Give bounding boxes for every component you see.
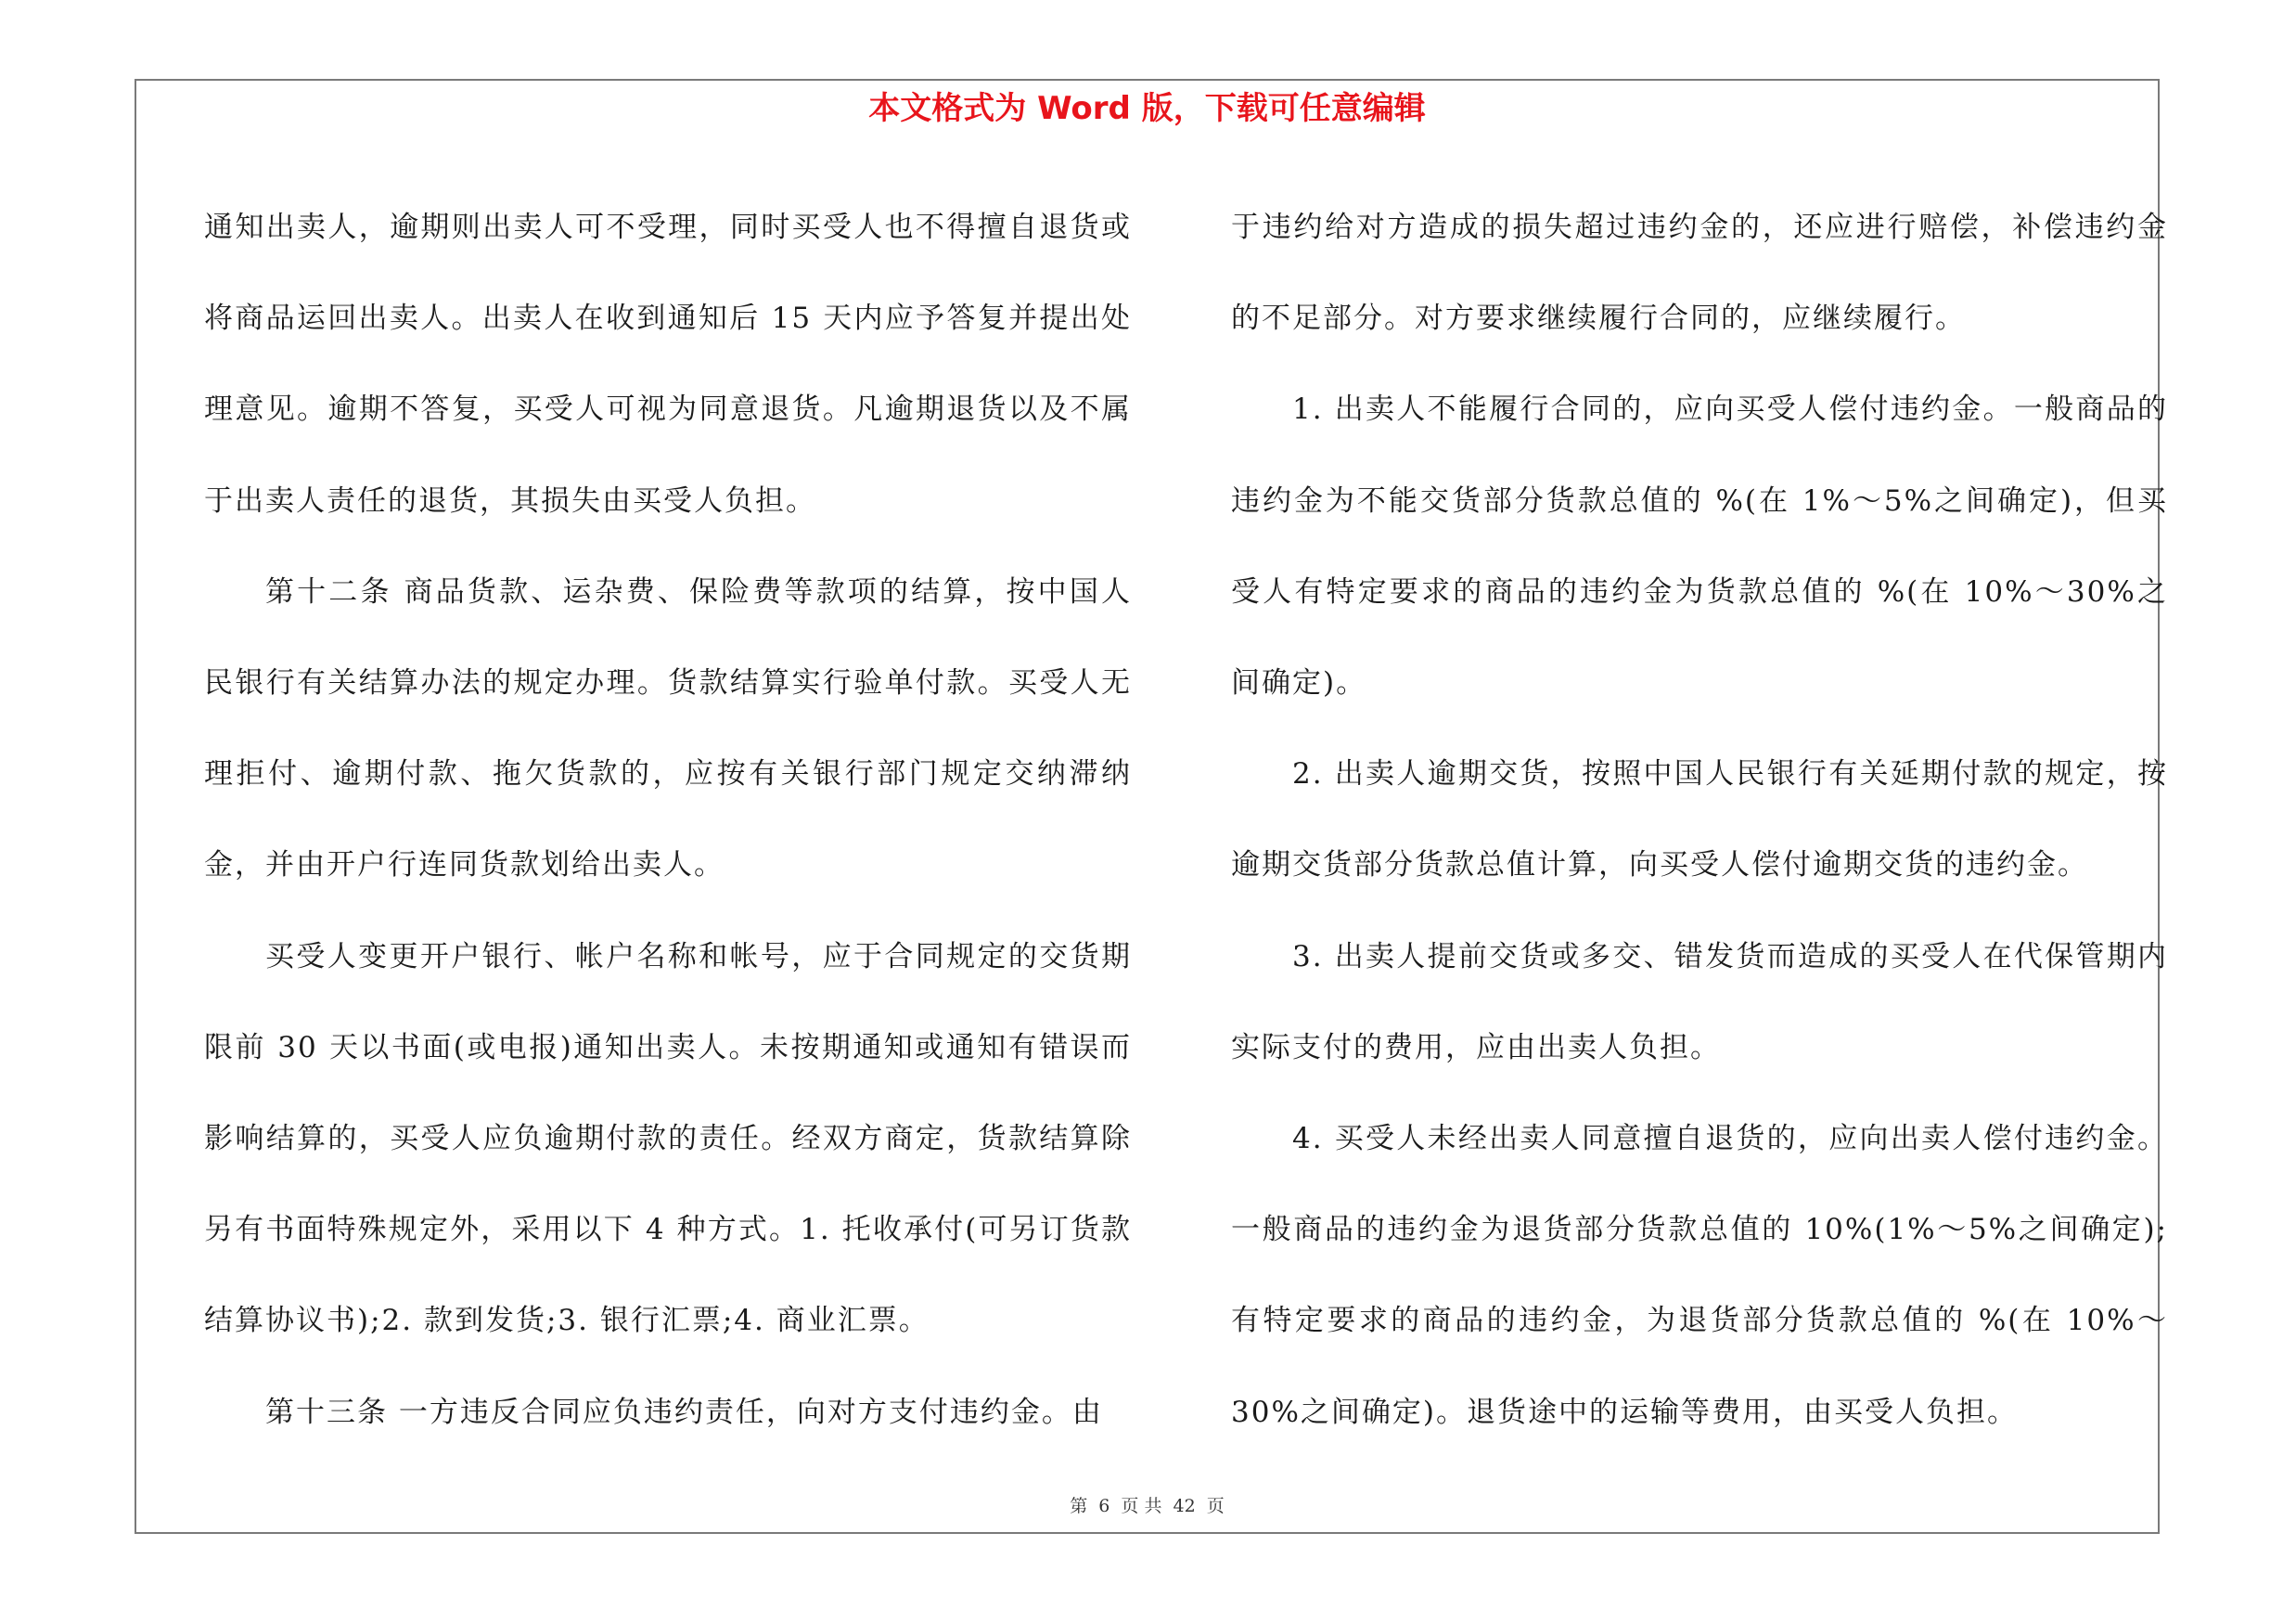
paragraph: 于违约给对方造成的损失超过违约金的，还应进行赔偿，补偿违约金的不足部分。对方要求继续履行合同的，应继续履行。	[1231, 211, 2168, 336]
paragraph: 通知出卖人，逾期则出卖人可不受理，同时买受人也不得擅自退货或将商品运回出卖人。出卖人在收到通知后 15 天内应予答复并提出处理意见。逾期不答复，买受人可视为同意退货。凡逾期退货以及不属于出卖人责任的退货，其损失由买受人负担。	[204, 211, 1132, 518]
paragraph: 2. 出卖人逾期交货，按照中国人民银行有关延期付款的规定，按逾期交货部分货款总值计算，向买受人偿付逾期交货的违约金。	[1231, 757, 2168, 882]
page-footer	[135, 1492, 2160, 1517]
paragraph: 1. 出卖人不能履行合同的，应向买受人偿付违约金。一般商品的违约金为不能交货部分货款总值的 %(在 1%～5%之间确定)，但买受人有特定要求的商品的违约金为货款总值的 %(在 10%～30%之间确定)。	[1231, 393, 2168, 701]
footer-prefix: 第	[1070, 1496, 1088, 1516]
footer-middle: 页 共	[1121, 1496, 1162, 1516]
paragraph: 第十二条 商品货款、运杂费、保险费等款项的结算，按中国人民银行有关结算办法的规定办理。货款结算实行验单付款。买受人无理拒付、逾期付款、拖欠货款的，应按有关银行部门规定交纳滞纳金，并由开户行连同货款划给出卖人。	[204, 574, 1132, 882]
paragraph: 第十三条 一方违反合同应负违约责任，向对方支付违约金。由	[265, 1395, 1103, 1429]
footer-total-pages: 42	[1173, 1496, 1196, 1516]
right-column	[1231, 182, 2168, 1458]
footer-suffix: 页	[1206, 1496, 1225, 1516]
paragraph: 买受人变更开户银行、帐户名称和帐号，应于合同规定的交货期限前 30 天以书面(或电报)通知出卖人。未按期通知或通知有错误而影响结算的，买受人应负逾期付款的责任。经双方商定，货款结算除另有书面特殊规定外，采用以下 4 种方式。1. 托收承付(可另订货款结算协议书);2. 款到发货;3. 银行汇票;4. 商业汇票。	[204, 939, 1132, 1338]
footer-page-number: 6	[1098, 1496, 1110, 1516]
left-column	[204, 182, 1132, 1458]
document-banner: 本文格式为 Word 版，下载可任意编辑	[868, 90, 1426, 127]
paragraph: 3. 出卖人提前交货或多交、错发货而造成的买受人在代保管期内实际支付的费用，应由出卖人负担。	[1231, 939, 2168, 1064]
paragraph: 4. 买受人未经出卖人同意擅自退货的，应向出卖人偿付违约金。一般商品的违约金为退货部分货款总值的 10%(1%～5%之间确定);有特定要求的商品的违约金，为退货部分货款总值的 %(在 10%～30%之间确定)。退货途中的运输等费用，由买受人负担。	[1231, 1122, 2168, 1429]
